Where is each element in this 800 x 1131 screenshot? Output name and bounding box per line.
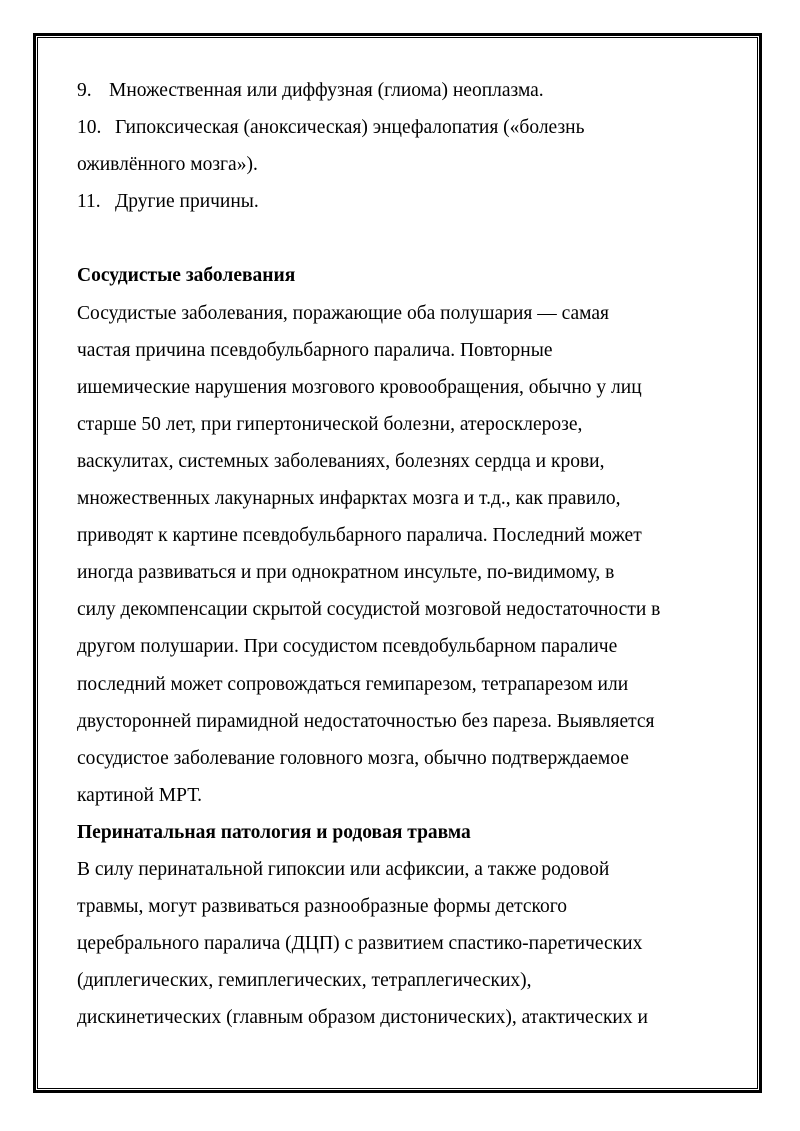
paragraph-line: В силу перинатальной гипоксии или асфиксии, а также родовой	[77, 858, 610, 880]
section-perinatal	[77, 814, 737, 1037]
paragraph-line: двусторонней пирамидной недостаточностью без пареза. Выявляется	[77, 710, 655, 732]
paragraph-line: последний может сопровождаться гемипарезом, тетрапарезом или	[77, 673, 629, 695]
section-heading: Перинатальная патология и родовая травма	[77, 821, 471, 843]
paragraph-line: иногда развиваться и при однократном инсульте, по-видимому, в	[77, 562, 615, 584]
list-item-10-continuation: оживлённого мозга»).	[77, 154, 258, 176]
section-vascular	[77, 257, 737, 813]
paragraph-line: старше 50 лет, при гипертонической болезни, атеросклерозе,	[77, 413, 583, 435]
list-item-9	[77, 72, 737, 109]
paragraph-line: множественных лакунарных инфарктах мозга и т.д., как правило,	[77, 488, 621, 510]
paragraph-line: ишемические нарушения мозгового кровообращения, обычно у лиц	[77, 376, 642, 398]
paragraph-line: приводят к картине псевдобульбарного паралича. Последний может	[77, 525, 642, 547]
numbered-list	[77, 72, 737, 220]
list-item-text: Гипоксическая (аноксическая) энцефалопатия («болезнь	[115, 117, 585, 139]
paragraph-line: васкулитах, системных заболеваниях, болезнях сердца и крови,	[77, 450, 605, 472]
paragraph-line: силу декомпенсации скрытой сосудистой мозговой недостаточности в	[77, 599, 661, 621]
paragraph-line: картиной МРТ.	[77, 784, 203, 806]
paragraph-line: травмы, могут развиваться разнообразные формы детского	[77, 896, 568, 918]
paragraph-line: (диплегических, гемиплегических, тетраплегических),	[77, 970, 532, 992]
list-item-text: Множественная или диффузная (глиома) неоплазма.	[109, 80, 544, 101]
paragraph-line: Сосудистые заболевания, поражающие оба полушария — самая	[77, 302, 610, 324]
document-body	[77, 72, 737, 1036]
paragraph-line: другом полушарии. При сосудистом псевдобульбарном параличе	[77, 636, 618, 658]
list-number: 10.	[77, 117, 102, 139]
paragraph-line: дискинетических (главным образом дистонических), атактических и	[77, 1007, 648, 1029]
list-item-text: Другие причины.	[115, 191, 259, 213]
list-number: 11.	[77, 191, 101, 213]
paragraph-line: частая причина псевдобульбарного паралича. Повторные	[77, 339, 553, 361]
paragraph-line: сосудистое заболевание головного мозга, обычно подтверждаемое	[77, 747, 629, 769]
list-item-11	[77, 183, 737, 220]
paragraph-spacer	[77, 220, 737, 257]
paragraph-line: церебрального паралича (ДЦП) с развитием спастико-паретических	[77, 933, 643, 955]
section-heading: Сосудистые заболевания	[77, 265, 296, 287]
list-number: 9.	[77, 80, 92, 101]
list-item-10	[77, 109, 737, 146]
